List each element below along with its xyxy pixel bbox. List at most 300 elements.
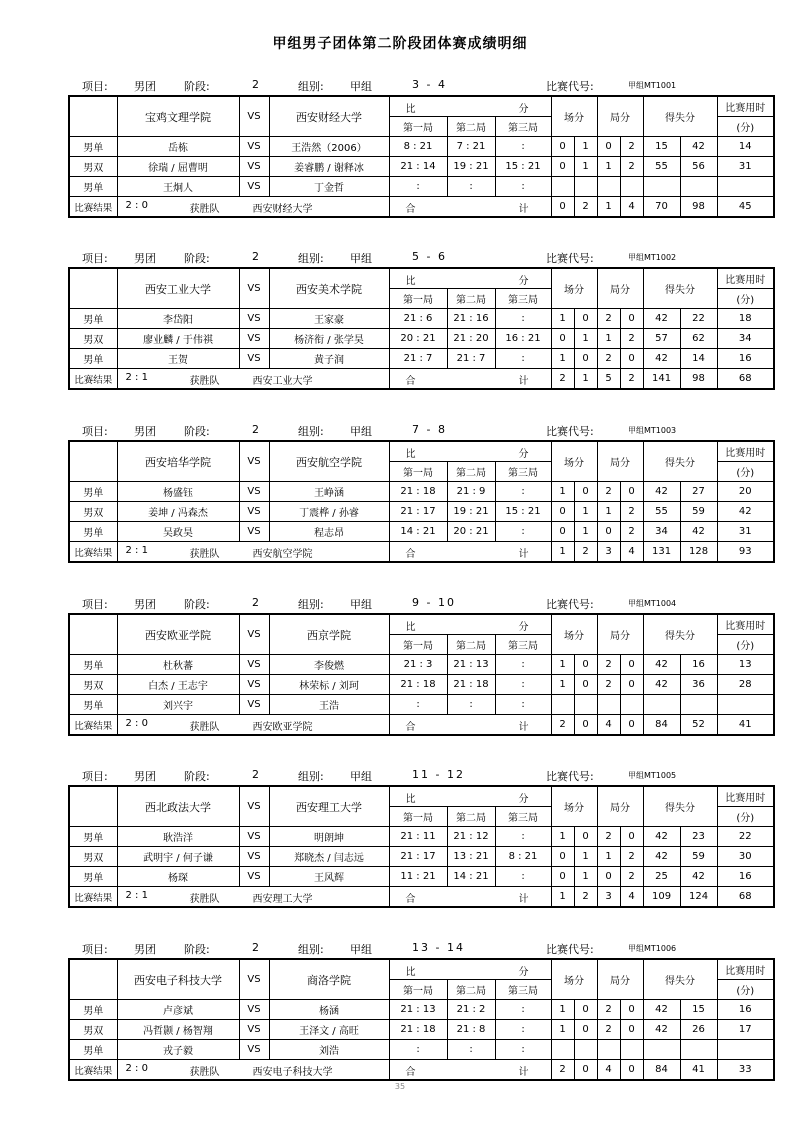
match-point-b: 1 — [574, 137, 597, 157]
game2-header: 第二局 — [447, 807, 495, 827]
team-score: 2 : 1 — [125, 545, 148, 556]
stage-value: 2 — [252, 768, 259, 781]
game2-score: 21 : 7 — [447, 349, 495, 369]
points-header: 得失分 — [643, 959, 717, 1000]
total-he: 合 — [405, 722, 416, 733]
score-header — [389, 441, 551, 462]
group-value: 甲组 — [350, 425, 372, 438]
match-block — [68, 768, 766, 908]
game2-score: 21 : 13 — [447, 655, 495, 675]
winner-team: 西安工业大学 — [252, 376, 313, 387]
player-a: 王炯人 — [117, 177, 239, 197]
points-against: 16 — [680, 655, 717, 675]
game3-header: 第三局 — [495, 807, 551, 827]
game-point-b: 2 — [620, 867, 643, 887]
winner-team: 西安财经大学 — [252, 204, 313, 215]
group-value: 甲组 — [350, 80, 372, 93]
score-header — [389, 959, 551, 980]
time-minutes: 13 — [717, 655, 774, 675]
score-header — [389, 614, 551, 635]
game2-header: 第二局 — [447, 289, 495, 309]
event-type: 男单 — [69, 655, 117, 675]
event-type: 男双 — [69, 502, 117, 522]
game-point-b — [620, 177, 643, 197]
match-info-line — [68, 423, 744, 440]
time-header: 比赛用时 — [717, 268, 774, 289]
vs-label: VS — [239, 695, 269, 715]
game1-score: 8 : 21 — [389, 137, 447, 157]
vs-label: VS — [239, 655, 269, 675]
score-header-bi: 比 — [405, 622, 416, 633]
stage-value: 2 — [252, 423, 259, 436]
game-point-b: 0 — [620, 1020, 643, 1040]
points-for: 57 — [643, 329, 680, 349]
player-b: 林荣标 / 刘珂 — [269, 675, 389, 695]
event-type: 男单 — [69, 349, 117, 369]
game2-score: 21 : 20 — [447, 329, 495, 349]
match-point-b — [574, 177, 597, 197]
total-points-for: 70 — [643, 197, 680, 218]
vs-label: VS — [239, 268, 269, 309]
points-for: 42 — [643, 655, 680, 675]
result-row — [69, 197, 774, 218]
match-point-a: 1 — [551, 482, 574, 502]
match-point-b: 0 — [574, 349, 597, 369]
player-b: 王浩 — [269, 695, 389, 715]
time-minutes — [717, 177, 774, 197]
vs-label: VS — [239, 847, 269, 867]
points-against — [680, 177, 717, 197]
winner-label: 获胜队 — [189, 722, 220, 733]
game-points-header: 局分 — [597, 96, 643, 137]
game1-score: 11 : 21 — [389, 867, 447, 887]
vs-label: VS — [239, 441, 269, 482]
match-code: 甲组MT1004 — [628, 599, 677, 608]
header-blank — [69, 96, 117, 137]
time-minutes: 14 — [717, 137, 774, 157]
match-code: 甲组MT1002 — [628, 253, 677, 262]
match-point-a: 0 — [551, 137, 574, 157]
score-header-bi: 比 — [405, 449, 416, 460]
event-type: 男单 — [69, 1040, 117, 1060]
vs-label: VS — [239, 786, 269, 827]
points-for: 15 — [643, 137, 680, 157]
event-type: 男双 — [69, 675, 117, 695]
group-value: 甲组 — [350, 943, 372, 956]
points-against: 14 — [680, 349, 717, 369]
total-he: 合 — [405, 1067, 416, 1078]
match-point-a: 0 — [551, 502, 574, 522]
table-row — [69, 1020, 774, 1040]
event-type: 男双 — [69, 847, 117, 867]
time-unit-header: (分) — [717, 807, 774, 827]
score-header-fen: 分 — [518, 967, 529, 978]
stage-label: 阶段: — [184, 943, 210, 956]
player-a: 杨琛 — [117, 867, 239, 887]
game-point-a: 0 — [597, 867, 620, 887]
result-label: 比赛结果 — [69, 887, 117, 908]
points-for: 42 — [643, 349, 680, 369]
total-game-a: 4 — [597, 1060, 620, 1081]
total-time: 45 — [717, 197, 774, 218]
score-header-fen: 分 — [518, 104, 529, 115]
game-points-header: 局分 — [597, 959, 643, 1000]
game3-header: 第三局 — [495, 980, 551, 1000]
total-game-a: 4 — [597, 715, 620, 736]
match-point-b: 0 — [574, 482, 597, 502]
time-unit-header: (分) — [717, 117, 774, 137]
points-for: 25 — [643, 867, 680, 887]
game-point-a: 2 — [597, 655, 620, 675]
match-point-b: 1 — [574, 157, 597, 177]
game2-score: 21 : 18 — [447, 675, 495, 695]
header-blank — [69, 959, 117, 1000]
score-header — [389, 786, 551, 807]
game2-score: 21 : 9 — [447, 482, 495, 502]
total-game-b: 4 — [620, 887, 643, 908]
match-point-a — [551, 177, 574, 197]
result-label: 比赛结果 — [69, 1060, 117, 1081]
match-block — [68, 596, 766, 736]
stage-value: 2 — [252, 596, 259, 609]
game2-score: 21 : 2 — [447, 1000, 495, 1020]
match-points-header: 场分 — [551, 959, 597, 1000]
points-header: 得失分 — [643, 614, 717, 655]
vs-label: VS — [239, 177, 269, 197]
game1-score: 21 : 13 — [389, 1000, 447, 1020]
match-points-header: 场分 — [551, 96, 597, 137]
game2-header: 第二局 — [447, 980, 495, 1000]
player-a: 岳栋 — [117, 137, 239, 157]
table-row — [69, 655, 774, 675]
result-summary — [117, 1060, 389, 1081]
event-type: 男单 — [69, 695, 117, 715]
game-point-a — [597, 177, 620, 197]
game3-score: 15 : 21 — [495, 502, 551, 522]
result-row — [69, 887, 774, 908]
score-header-fen: 分 — [518, 276, 529, 287]
time-minutes — [717, 1040, 774, 1060]
total-he: 合 — [405, 376, 416, 387]
total-points-for: 84 — [643, 1060, 680, 1081]
event-value: 男团 — [134, 80, 156, 93]
table-row — [69, 695, 774, 715]
time-minutes: 18 — [717, 309, 774, 329]
player-a: 王贺 — [117, 349, 239, 369]
winner-label: 获胜队 — [189, 549, 220, 560]
match-point-a: 0 — [551, 329, 574, 349]
match-code-label: 比赛代号: — [546, 80, 594, 93]
total-match-a: 2 — [551, 1060, 574, 1081]
points-for: 42 — [643, 482, 680, 502]
stage-label: 阶段: — [184, 598, 210, 611]
player-b: 王泽文 / 高旺 — [269, 1020, 389, 1040]
time-minutes: 16 — [717, 1000, 774, 1020]
game3-score: : — [495, 137, 551, 157]
game-point-a: 1 — [597, 502, 620, 522]
match-info-line — [68, 596, 744, 613]
game1-header: 第一局 — [389, 807, 447, 827]
points-against: 27 — [680, 482, 717, 502]
match-table — [68, 613, 775, 736]
table-row — [69, 827, 774, 847]
team-a-name: 西安电子科技大学 — [117, 959, 239, 1000]
points-for: 42 — [643, 847, 680, 867]
player-a: 李岱阳 — [117, 309, 239, 329]
game3-score: : — [495, 867, 551, 887]
game-point-b: 0 — [620, 1000, 643, 1020]
total-ji: 计 — [518, 204, 529, 215]
total-match-a: 0 — [551, 197, 574, 218]
time-minutes: 17 — [717, 1020, 774, 1040]
game-point-b: 0 — [620, 827, 643, 847]
game-point-b: 2 — [620, 502, 643, 522]
event-type: 男单 — [69, 137, 117, 157]
time-unit-header: (分) — [717, 980, 774, 1000]
match-point-b — [574, 695, 597, 715]
team-b-name: 西安理工大学 — [269, 786, 389, 827]
table-row — [69, 329, 774, 349]
game3-header: 第三局 — [495, 635, 551, 655]
event-type: 男单 — [69, 867, 117, 887]
stage-label: 阶段: — [184, 252, 210, 265]
game1-score: : — [389, 695, 447, 715]
group-label: 组别: — [298, 943, 324, 956]
points-header: 得失分 — [643, 268, 717, 309]
game1-score: 14 : 21 — [389, 522, 447, 542]
result-label: 比赛结果 — [69, 197, 117, 218]
result-summary — [117, 715, 389, 736]
table-row — [69, 502, 774, 522]
points-for: 42 — [643, 675, 680, 695]
team-a-name: 西安培华学院 — [117, 441, 239, 482]
player-b: 丁震桦 / 孙睿 — [269, 502, 389, 522]
match-point-b: 0 — [574, 1020, 597, 1040]
vs-label: VS — [239, 1020, 269, 1040]
points-against: 42 — [680, 522, 717, 542]
match-code-label: 比赛代号: — [546, 425, 594, 438]
table-row — [69, 309, 774, 329]
game3-score: : — [495, 309, 551, 329]
points-against — [680, 695, 717, 715]
match-info-line — [68, 768, 744, 785]
game-point-a: 2 — [597, 1020, 620, 1040]
score-header-bi: 比 — [405, 794, 416, 805]
result-row — [69, 715, 774, 736]
game1-score: 21 : 18 — [389, 675, 447, 695]
match-code: 甲组MT1001 — [628, 81, 677, 90]
vs-label: VS — [239, 309, 269, 329]
table-row — [69, 157, 774, 177]
match-point-b: 1 — [574, 329, 597, 349]
match-info-line — [68, 250, 744, 267]
winner-team: 西安欧亚学院 — [252, 722, 313, 733]
header-blank — [69, 268, 117, 309]
points-against: 42 — [680, 137, 717, 157]
time-minutes: 42 — [717, 502, 774, 522]
match-code: 甲组MT1006 — [628, 944, 677, 953]
event-type: 男单 — [69, 827, 117, 847]
match-table — [68, 785, 775, 908]
total-ji: 计 — [518, 376, 529, 387]
total-points-against: 98 — [680, 369, 717, 390]
team-a-name: 西安工业大学 — [117, 268, 239, 309]
score-header-bi: 比 — [405, 276, 416, 287]
game-point-b: 0 — [620, 309, 643, 329]
match-point-b — [574, 1040, 597, 1060]
match-points-header: 场分 — [551, 614, 597, 655]
points-header: 得失分 — [643, 786, 717, 827]
time-header: 比赛用时 — [717, 959, 774, 980]
game2-score: 19 : 21 — [447, 502, 495, 522]
game2-score: 21 : 16 — [447, 309, 495, 329]
game-point-b: 2 — [620, 137, 643, 157]
player-a: 徐瑞 / 屈曹明 — [117, 157, 239, 177]
game3-score: : — [495, 349, 551, 369]
game-point-b — [620, 695, 643, 715]
game1-header: 第一局 — [389, 289, 447, 309]
event-type: 男单 — [69, 309, 117, 329]
game-point-a: 1 — [597, 157, 620, 177]
game1-score: 21 : 3 — [389, 655, 447, 675]
points-against: 59 — [680, 847, 717, 867]
total-label — [389, 369, 551, 390]
game3-score: 8 : 21 — [495, 847, 551, 867]
game2-score: : — [447, 695, 495, 715]
total-game-b: 4 — [620, 542, 643, 563]
player-a: 戎子毅 — [117, 1040, 239, 1060]
player-b: 程志昂 — [269, 522, 389, 542]
total-points-against: 41 — [680, 1060, 717, 1081]
total-ji: 计 — [518, 894, 529, 905]
group-label: 组别: — [298, 770, 324, 783]
total-time: 68 — [717, 887, 774, 908]
game2-header: 第二局 — [447, 117, 495, 137]
time-header: 比赛用时 — [717, 786, 774, 807]
event-type: 男双 — [69, 157, 117, 177]
points-for: 55 — [643, 502, 680, 522]
time-unit-header: (分) — [717, 289, 774, 309]
result-summary — [117, 197, 389, 218]
total-points-against: 124 — [680, 887, 717, 908]
event-value: 男团 — [134, 252, 156, 265]
game-point-a: 0 — [597, 137, 620, 157]
winner-label: 获胜队 — [189, 376, 220, 387]
total-match-a: 1 — [551, 542, 574, 563]
result-label: 比赛结果 — [69, 369, 117, 390]
time-minutes: 28 — [717, 675, 774, 695]
table-row — [69, 1000, 774, 1020]
event-type: 男单 — [69, 1000, 117, 1020]
team-b-name: 西安美术学院 — [269, 268, 389, 309]
match-point-b: 0 — [574, 1000, 597, 1020]
winner-label: 获胜队 — [189, 894, 220, 905]
vs-label: VS — [239, 614, 269, 655]
group-label: 组别: — [298, 252, 324, 265]
total-label — [389, 887, 551, 908]
winner-team: 西安航空学院 — [252, 549, 313, 560]
game1-score: 21 : 11 — [389, 827, 447, 847]
player-a: 武明宇 / 何子谦 — [117, 847, 239, 867]
game2-score: 7 : 21 — [447, 137, 495, 157]
seed-numbers: 3 - 4 — [412, 78, 447, 91]
event-type: 男单 — [69, 482, 117, 502]
vs-label: VS — [239, 1000, 269, 1020]
team-score: 2 : 1 — [125, 890, 148, 901]
points-for: 42 — [643, 1000, 680, 1020]
total-points-for: 84 — [643, 715, 680, 736]
total-points-against: 98 — [680, 197, 717, 218]
seed-numbers: 11 - 12 — [412, 768, 465, 781]
points-for — [643, 1040, 680, 1060]
game1-header: 第一局 — [389, 635, 447, 655]
points-for — [643, 177, 680, 197]
winner-label: 获胜队 — [189, 1067, 220, 1078]
game3-score: : — [495, 177, 551, 197]
table-row — [69, 675, 774, 695]
game2-score: : — [447, 1040, 495, 1060]
points-for: 55 — [643, 157, 680, 177]
stage-label: 阶段: — [184, 770, 210, 783]
table-row — [69, 1040, 774, 1060]
score-header-fen: 分 — [518, 449, 529, 460]
match-table — [68, 958, 775, 1081]
vs-label: VS — [239, 1040, 269, 1060]
game-point-a: 2 — [597, 309, 620, 329]
total-game-b: 2 — [620, 369, 643, 390]
match-table — [68, 95, 775, 218]
game-point-b: 2 — [620, 522, 643, 542]
player-b: 王风辉 — [269, 867, 389, 887]
game-point-a: 0 — [597, 522, 620, 542]
game3-score: : — [495, 482, 551, 502]
game-point-b: 2 — [620, 847, 643, 867]
player-a: 白杰 / 王志宇 — [117, 675, 239, 695]
event-type: 男单 — [69, 177, 117, 197]
total-game-b: 0 — [620, 1060, 643, 1081]
total-he: 合 — [405, 894, 416, 905]
score-header — [389, 96, 551, 117]
vs-label: VS — [239, 522, 269, 542]
game2-score: 13 : 21 — [447, 847, 495, 867]
game2-score: 19 : 21 — [447, 157, 495, 177]
vs-label: VS — [239, 959, 269, 1000]
game-point-a: 1 — [597, 329, 620, 349]
match-block — [68, 941, 766, 1081]
game-point-a: 2 — [597, 482, 620, 502]
vs-label: VS — [239, 137, 269, 157]
table-row — [69, 847, 774, 867]
table-row — [69, 867, 774, 887]
match-point-b: 0 — [574, 655, 597, 675]
total-ji: 计 — [518, 1067, 529, 1078]
header-blank — [69, 786, 117, 827]
total-he: 合 — [405, 549, 416, 560]
player-b: 王浩然（2006） — [269, 137, 389, 157]
match-points-header: 场分 — [551, 441, 597, 482]
points-for: 42 — [643, 827, 680, 847]
total-label — [389, 197, 551, 218]
match-table — [68, 267, 775, 390]
game3-score: : — [495, 1020, 551, 1040]
score-header-fen: 分 — [518, 622, 529, 633]
group-value: 甲组 — [350, 598, 372, 611]
match-point-a: 1 — [551, 1020, 574, 1040]
game-point-a — [597, 695, 620, 715]
time-header: 比赛用时 — [717, 614, 774, 635]
player-b: 杨涵 — [269, 1000, 389, 1020]
winner-team: 西安理工大学 — [252, 894, 313, 905]
